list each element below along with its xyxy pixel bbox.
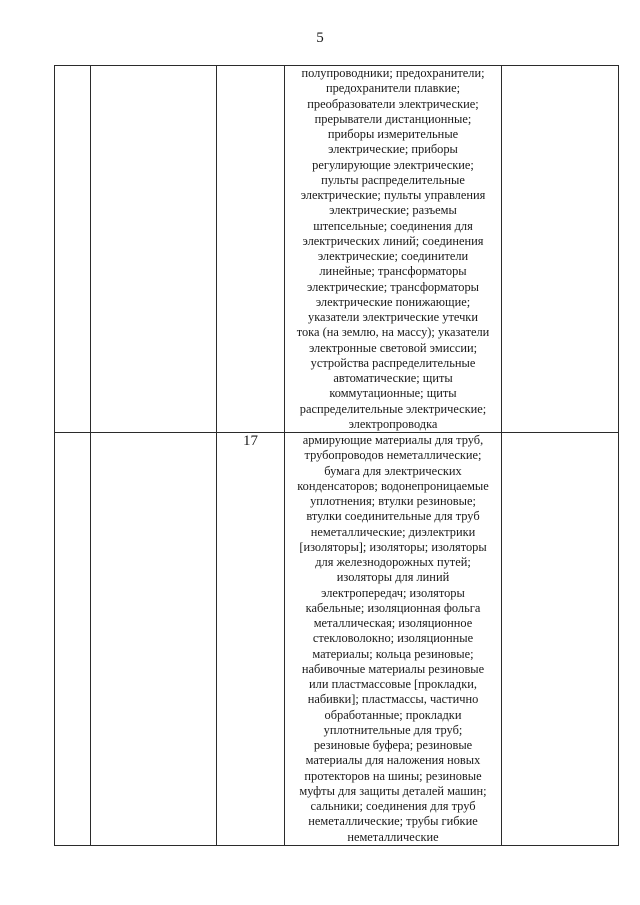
goods-line: электрических линий; соединения (302, 233, 484, 248)
goods-line: электропередач; изоляторы (321, 585, 465, 600)
goods-line: конденсаторов; водонепроницаемые (297, 478, 489, 493)
goods-line: коммутационные; щиты (329, 386, 457, 401)
goods-line: изоляторы для линий (336, 570, 450, 585)
goods-line: электропроводка (348, 416, 438, 431)
goods-line: предохранители плавкие; (325, 81, 461, 96)
goods-line: пульты распределительные (321, 172, 465, 187)
goods-line: [изоляторы]; изоляторы; изоляторы (299, 539, 487, 554)
goods-line: кабельные; изоляционная фольга (305, 600, 481, 615)
goods-line: материалы; кольца резиновые; (312, 646, 474, 661)
empty-cell (91, 433, 217, 846)
goods-line: неметаллические; трубы гибкие (308, 814, 478, 829)
goods-list-cell (285, 433, 502, 846)
empty-cell (91, 66, 217, 433)
goods-line: электрические; трансформаторы (307, 279, 479, 294)
table-row (55, 433, 619, 846)
goods-line: преобразователи электрические; (307, 96, 479, 111)
goods-line: обработанные; прокладки (324, 707, 462, 722)
goods-line: электрические; соединители (317, 249, 469, 263)
goods-line: тока (на землю, на массу); указатели (296, 325, 490, 340)
goods-line: штепсельные; соединения для (313, 218, 473, 233)
goods-line: приборы измерительные (327, 127, 459, 141)
goods-line: регулирующие электрические; (312, 157, 474, 172)
goods-line: электрические; приборы (328, 142, 458, 157)
goods-line: электрические; разъемы (329, 203, 457, 218)
class-number-cell: 17 (217, 433, 285, 846)
goods-line: набивочные материалы резиновые (301, 661, 485, 676)
goods-line: или пластмассовые [прокладки, (309, 677, 477, 691)
goods-line: протекторов на шины; резиновые (304, 768, 482, 783)
goods-line: электрические понижающие; (315, 294, 471, 309)
page-number: 5 (316, 30, 324, 46)
empty-cell (55, 433, 91, 846)
empty-cell (502, 433, 619, 846)
empty-cell (55, 66, 91, 433)
goods-line: материалы для наложения новых (305, 753, 481, 768)
goods-line: для железнодорожных путей; (315, 555, 471, 569)
goods-line: бумага для электрических (324, 463, 462, 478)
goods-list-cell (285, 66, 502, 433)
goods-line: трубопроводов неметаллические; (304, 448, 482, 463)
goods-line: устройства распределительные (310, 355, 476, 370)
goods-line: электрические; пульты управления (300, 188, 486, 202)
goods-line: автоматические; щиты (333, 371, 453, 385)
goods-line: неметаллические; диэлектрики (310, 524, 476, 539)
goods-line: полупроводники; предохранители; (301, 66, 485, 80)
goods-table (54, 65, 619, 846)
goods-line: неметаллические (347, 829, 439, 844)
goods-line: металлическая; изоляционное (313, 616, 473, 630)
goods-line: уплотнения; втулки резиновые; (310, 494, 476, 508)
goods-line: стекловолокно; изоляционные (312, 631, 474, 646)
goods-line: электронные световой эмиссии; (308, 340, 478, 355)
goods-line: указатели электрические утечки (308, 310, 478, 324)
goods-line: втулки соединительные для труб (306, 509, 480, 524)
goods-line: сальники; соединения для труб (310, 799, 476, 813)
goods-line: армирующие материалы для труб, (302, 433, 484, 447)
class-number-cell (217, 66, 285, 433)
table-row (55, 66, 619, 433)
goods-line: уплотнительные для труб; (323, 722, 463, 737)
goods-line: резиновые буфера; резиновые (313, 738, 473, 752)
goods-line: набивки]; пластмассы, частично (307, 692, 479, 707)
goods-line: прерыватели дистанционные; (314, 111, 472, 126)
goods-line: линейные; трансформаторы (319, 264, 467, 279)
goods-line: муфты для защиты деталей машин; (299, 783, 487, 798)
empty-cell (502, 66, 619, 433)
goods-line: распределительные электрические; (299, 401, 487, 416)
